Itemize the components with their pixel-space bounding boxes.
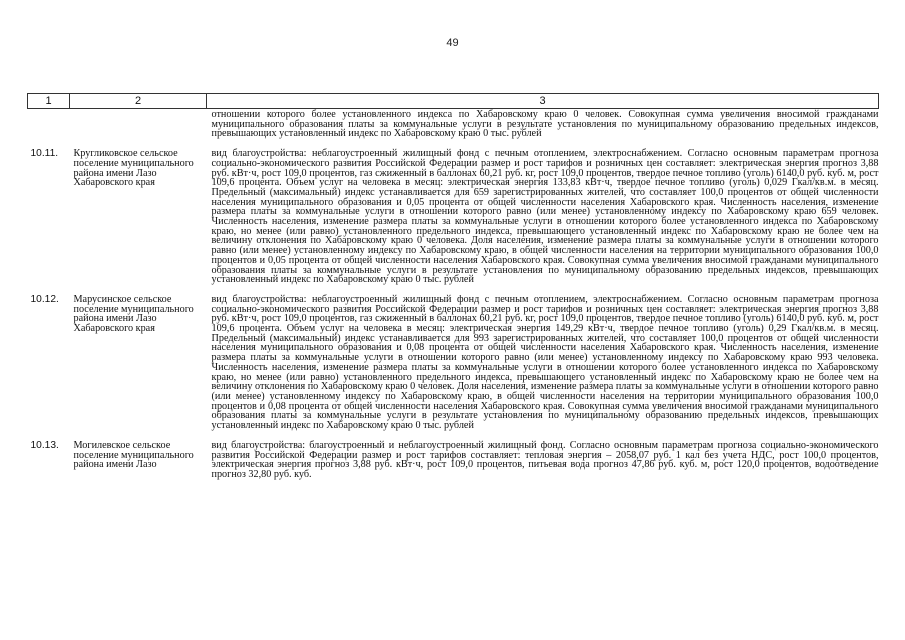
table-header-row [28, 94, 879, 109]
column-header-3: 3 [207, 94, 879, 109]
continuation-text: отношении которого более установленного индекса по Хабаровскому краю 0 человек. Совокупная сумма увеличения вносимой гражданами муниципального образования платы за коммунальные услуги в результате установления по муниципальному образованию предельных индексов, превышающих установленный индекс по Хабаровскому краю 0 тыс. рублей [211, 109, 879, 140]
row-description: вид благоустройства: благоустроенный и неблагоустроенный жилищный фонд. Согласно основным параметрам прогноза социально-экономического развития Российской Федерации размер и рост тарифов составляет: тепловая энергия – 2058,07 руб. 1 кал без учета НДС, рост 100,0 процентов, электрическая энергия прогноз 3,88 руб. кВт·ч, рост 109,0 процентов, питьевая вода прогноз 47,86 руб. куб. м, рост 120,0 процентов, водоотведение прогноз 32,80 руб. куб. [211, 439, 879, 480]
row-number: 10.13. [30, 439, 59, 451]
row-number: 10.12. [30, 293, 59, 305]
tariff-table [27, 93, 879, 480]
table-row [28, 440, 879, 480]
row-number: 10.11. [30, 148, 59, 160]
row-description: вид благоустройства: неблагоустроенный жилищный фонд с печным отоплением, электроснабжением. Согласно основным параметрам прогноза социально-экономического развития Российской Федерации размер и рост тарифов и розничных цен составляет: электрическая энергия прогноз 3,88 руб. кВт·ч, рост 109,0 процентов, газ сжиженный в баллонах 60,21 руб. кг, рост 109,0 процентов, твердое печное топливо (уголь) 6140,0 руб. куб. м, рост 109,6 процента. Объем услуг на человека в месяц: электрическая энергия 133,83 кВт·ч, твердое печное топливо (уголь) 0,029 Гкал/кв.м. в месяц. Предельный (максимальный) индекс устанавливается для 659 зарегистрированных жителей, что составляет 100,0 процентов от общей численности населения муниципального образования и 0,05 процента от общей численности населения Хабаровского края. Численность населения, изменение размера платы за коммунальные услуги в отношении которого равно (или менее) установленному индексу по Хабаровскому краю 659 человек. Численность населения, изменение размера платы за коммунальные услуги в отношении которого более установленного индекса по Хабаровскому краю, но менее (или равно) установленного предельного индекса, превышающего установленный индекс по Хабаровскому краю не более чем на величину отклонения по Хабаровскому краю 0 человека. Доля населения, изменение размера платы за коммунальные услуги в отношении которого равно (или менее) установленному индексу по Хабаровскому краю, в общей численности населения на территории муниципального образования 100,0 процентов и 0,05 процента от общей численности населения Хабаровского края. Совокупная сумма увеличения вносимой гражданами муниципального образования платы за коммунальные услуги в результате установления по муниципальному образованию предельных индексов, превышающих установленный индекс по Хабаровскому краю 0 тыс. рублей [211, 148, 879, 286]
table-row [28, 294, 879, 431]
page-number: 49 [446, 37, 459, 49]
row-description: вид благоустройства: неблагоустроенный жилищный фонд с печным отоплением, электроснабжением. Согласно основным параметрам прогноза социально-экономического развития Российской Федерации размер и рост тарифов и розничных цен составляет: электрическая энергия прогноз 3,88 руб. кВт·ч, рост 109,0 процентов, газ сжиженный в баллонах 60,21 руб. кг, рост 109,0 процентов, твердое печное топливо (уголь) 6140,0 руб. куб. м, рост 109,6 процента. Объем услуг на человека в месяц: электрическая энергия 149,29 кВт·ч, твердое печное топливо (уголь) 0,29 Гкал/кв.м. в месяц. Предельный (максимальный) индекс устанавливается для 993 зарегистрированных жителей, что составляет 100,0 процентов от общей численности населения муниципального образования и 0,08 процента от общей численности населения Хабаровского края. Численность населения, изменение размера платы за коммунальные услуги в отношении которого равно (или менее) установленному индексу по Хабаровскому краю 993 человека. Численность населения, изменение размера платы за коммунальные услуги в отношении которого более установленного индекса по Хабаровскому краю, но менее (или равно) установленного предельного индекса, превышающего установленный индекс по Хабаровскому краю не более чем на величину отклонения по Хабаровскому краю 0 человек. Доля населения, изменение размера платы за коммунальные услуги в отношении которого равно (или менее) установленному индексу по Хабаровскому краю, в общей численности населения на территории муниципального образования 100,0 процентов и 0,08 процента от общей численности населения Хабаровского края. Совокупная сумма увеличения вносимой гражданами муниципального образования платы за коммунальные услуги в результате установления по муниципальному образованию предельных индексов, превышающих установленный индекс по Хабаровскому краю 0 тыс. рублей [211, 293, 879, 432]
municipality-name: Кругликовское сельское поселение муниципального района имени Лазо Хабаровского края [73, 148, 194, 189]
table-row [28, 148, 879, 285]
column-header-1: 1 [28, 94, 70, 109]
municipality-name: Могилевское сельское поселение муниципального района имени Лазо [73, 439, 194, 471]
municipality-name: Марусинское сельское поселение муниципального района имени Лазо Хабаровского края [73, 293, 194, 335]
table-row-continuation [28, 109, 879, 140]
column-header-2: 2 [70, 94, 207, 109]
